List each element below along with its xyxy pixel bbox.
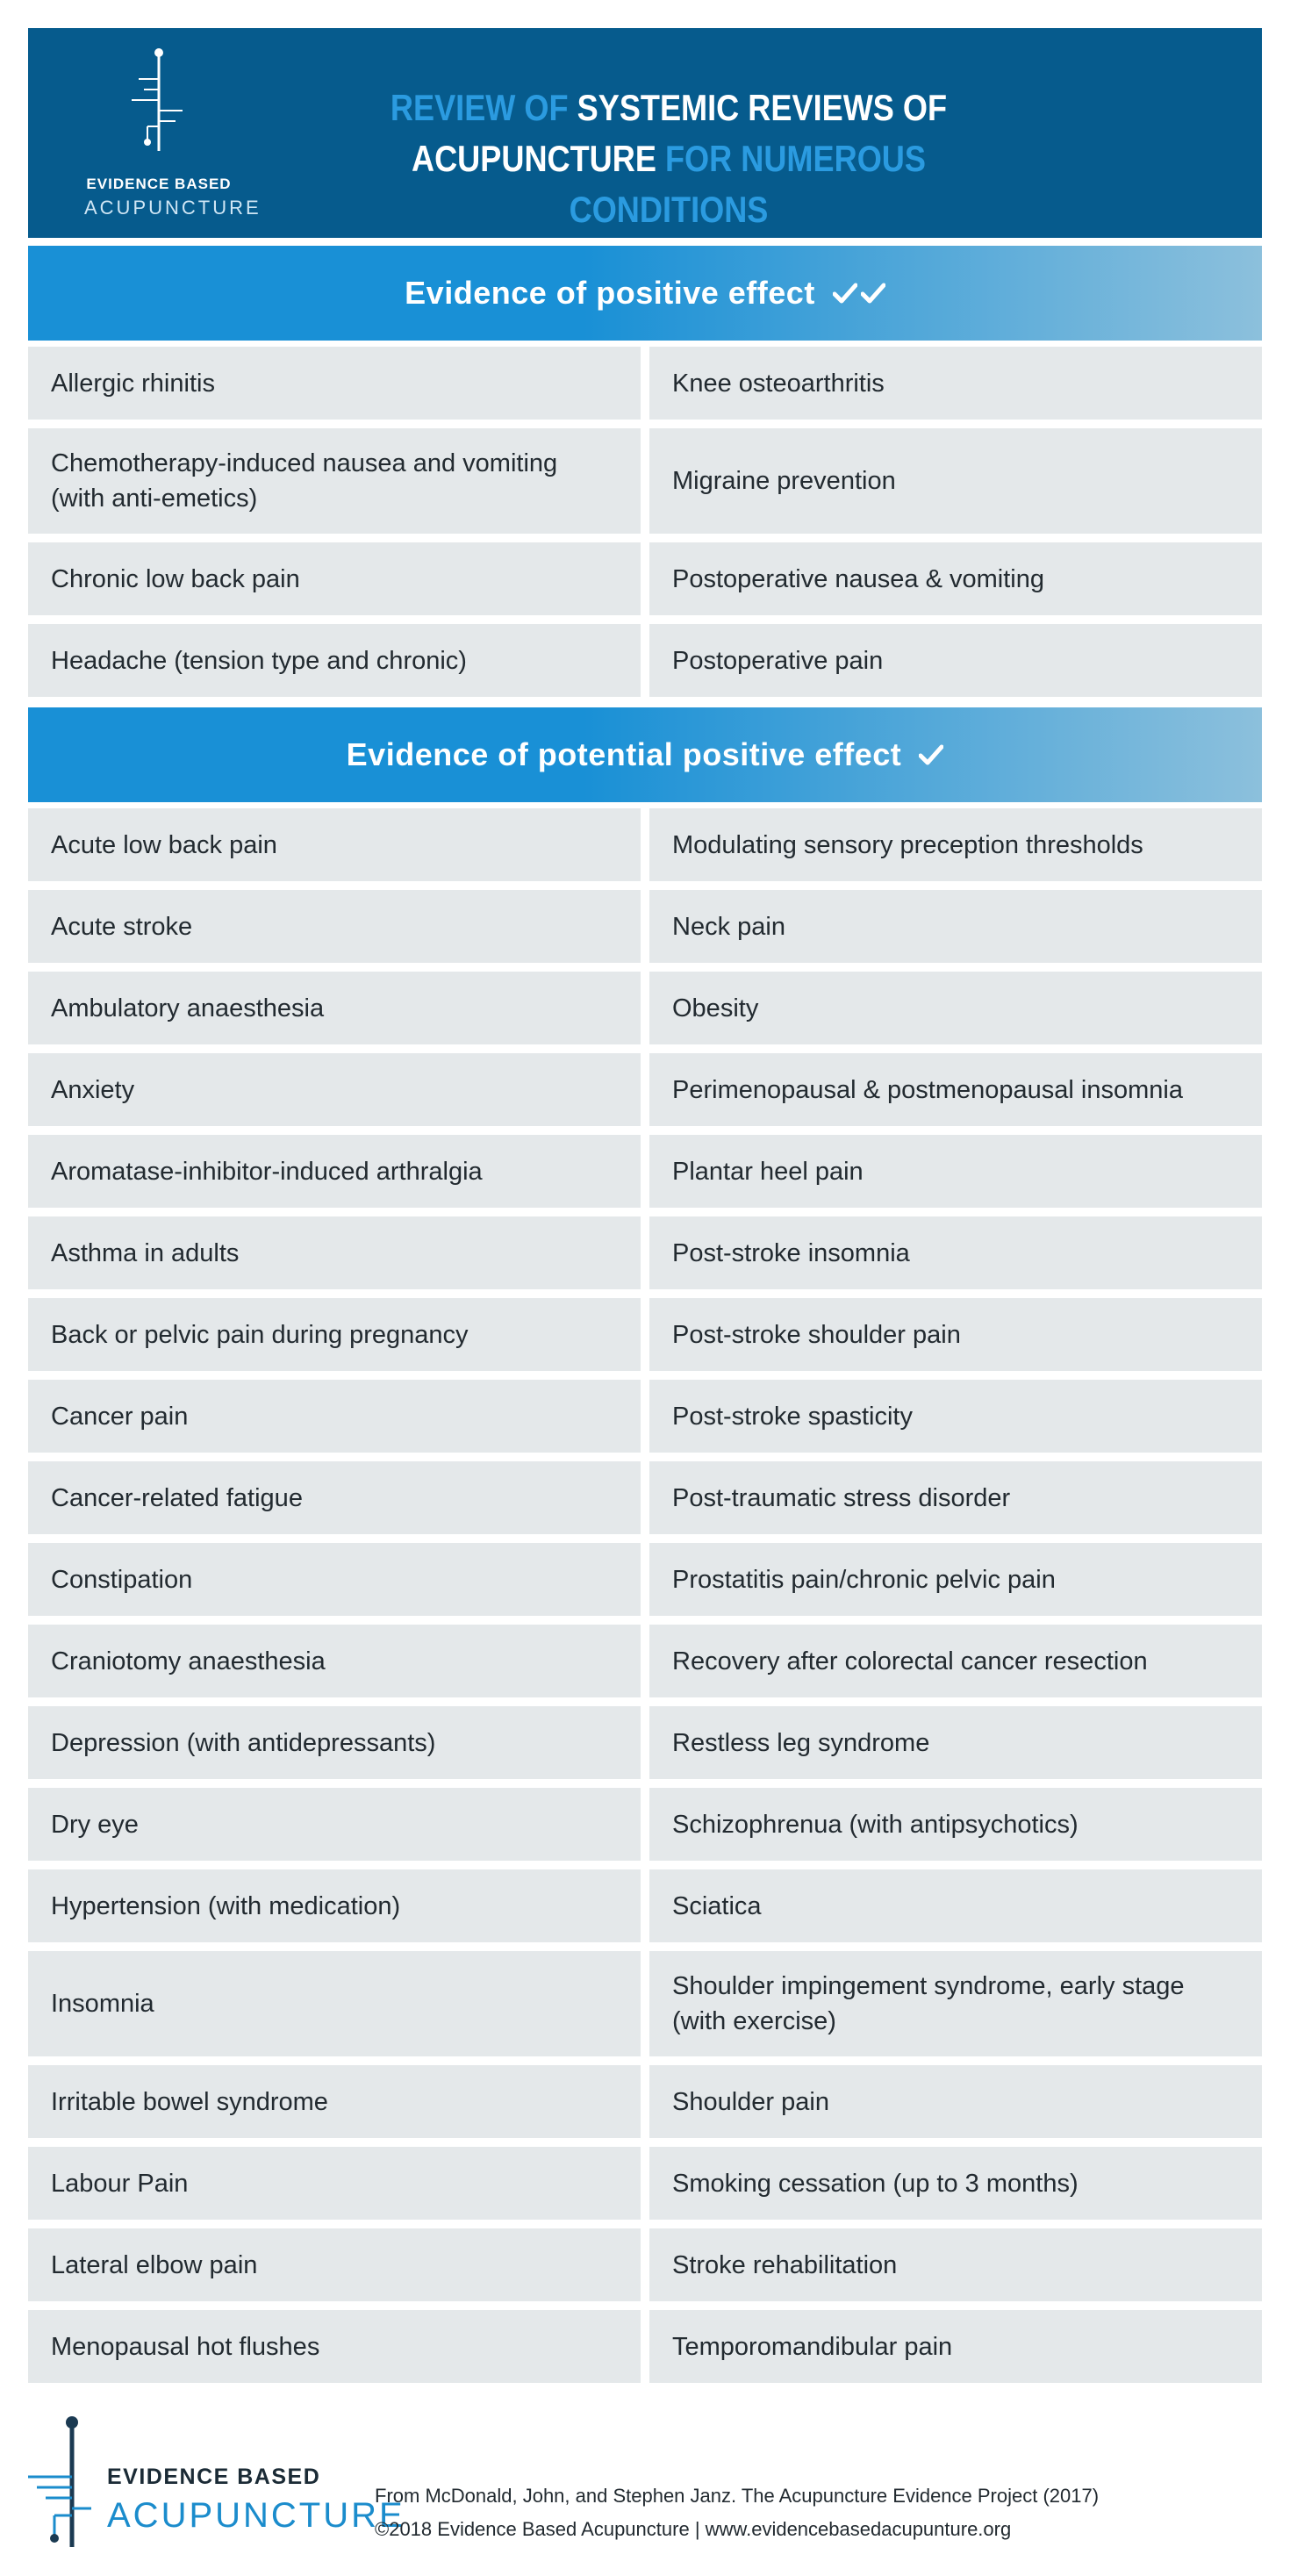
check-marks [919,744,943,765]
table-row [28,1706,1262,1779]
copyright: ©2018 Evidence Based Acupuncture [375,2518,690,2540]
citation: From McDonald, John, and Stephen Janz. The Acupuncture Evidence Project (2017) [375,2485,1100,2507]
section-title: Evidence of positive effect [405,275,815,311]
condition-cell: Acute low back pain [28,808,641,881]
condition-cell: Post-stroke shoulder pain [649,1298,1262,1371]
table-row [28,1216,1262,1289]
condition-cell: Cancer pain [28,1380,641,1453]
condition-cell: Aromatase-inhibitor-induced arthralgia [28,1135,641,1208]
logo-text-bottom: ACUPUNCTURE [84,197,262,219]
condition-cell: Chemotherapy-induced nausea and vomiting (with anti-emetics) [28,428,641,534]
condition-cell: Allergic rhinitis [28,347,641,420]
condition-cell: Chronic low back pain [28,542,641,615]
condition-cell: Stroke rehabilitation [649,2228,1262,2301]
condition-cell: Knee osteoarthritis [649,347,1262,420]
table-row [28,1135,1262,1208]
table-row [28,1053,1262,1126]
condition-cell: Sciatica [649,1869,1262,1942]
title-part-2: SYSTEMIC REVIEWS OF [577,87,948,128]
website-link[interactable]: www.evidencebasedacupunture.org [705,2518,1012,2540]
condition-cell: Shoulder impingement syndrome, early stage (with exercise) [649,1951,1262,2056]
condition-cell: Irritable bowel syndrome [28,2065,641,2138]
section-header [28,707,1262,802]
condition-cell: Depression (with antidepressants) [28,1706,641,1779]
condition-cell: Neck pain [649,890,1262,963]
condition-cell: Migraine prevention [649,428,1262,534]
table-row [28,890,1262,963]
table-row [28,1298,1262,1371]
title-part-4: FOR NUMEROUS CONDITIONS [569,138,926,230]
table-row [28,972,1262,1044]
condition-cell: Insomnia [28,1951,641,2056]
separator: | [694,2518,700,2540]
condition-cell: Dry eye [28,1788,641,1861]
table-row [28,1543,1262,1616]
footer-logo-text-bottom: ACUPUNCTURE [107,2496,405,2535]
condition-cell: Constipation [28,1543,641,1616]
condition-cell: Perimenopausal & postmenopausal insomnia [649,1053,1262,1126]
table-row [28,1869,1262,1942]
condition-cell: Headache (tension type and chronic) [28,624,641,697]
condition-cell: Smoking cessation (up to 3 months) [649,2147,1262,2220]
table-row [28,2065,1262,2138]
condition-cell: Ambulatory anaesthesia [28,972,641,1044]
condition-cell: Menopausal hot flushes [28,2310,641,2383]
condition-cell: Hypertension (with medication) [28,1869,641,1942]
copyright-line [375,2513,1099,2546]
condition-cell: Shoulder pain [649,2065,1262,2138]
page-title [344,83,993,235]
section-title: Evidence of potential positive effect [346,736,902,772]
check-marks [833,283,885,304]
condition-cell: Postoperative nausea & vomiting [649,542,1262,615]
table-row [28,2147,1262,2220]
footer-logo-text-top: EVIDENCE BASED [107,2465,321,2489]
table-row [28,1788,1262,1861]
condition-cell: Lateral elbow pain [28,2228,641,2301]
condition-cell: Acute stroke [28,890,641,963]
section-header [28,246,1262,341]
table-row [28,1625,1262,1697]
condition-cell: Recovery after colorectal cancer resection [649,1625,1262,1697]
header-logo [84,47,262,219]
logo-text-top: EVIDENCE BASED [86,176,232,192]
header-banner [28,28,1262,238]
title-part-3: ACUPUNCTURE [412,138,656,179]
condition-cell: Plantar heel pain [649,1135,1262,1208]
condition-cell: Back or pelvic pain during pregnancy [28,1298,641,1371]
check-icon [861,283,885,304]
table-row [28,808,1262,881]
condition-cell: Asthma in adults [28,1216,641,1289]
table-row [28,1380,1262,1453]
condition-cell: Post-stroke spasticity [649,1380,1262,1453]
table-row [28,428,1262,534]
check-icon [833,283,857,304]
condition-cell: Restless leg syndrome [649,1706,1262,1779]
condition-cell: Obesity [649,972,1262,1044]
table-row [28,1951,1262,2056]
condition-cell: Anxiety [28,1053,641,1126]
condition-cell: Prostatitis pain/chronic pelvic pain [649,1543,1262,1616]
table-row [28,2228,1262,2301]
table-row [28,1461,1262,1534]
acupuncture-needle-icon [128,47,190,161]
table-row [28,2310,1262,2383]
condition-cell: Cancer-related fatigue [28,1461,641,1534]
condition-cell: Postoperative pain [649,624,1262,697]
condition-cell: Post-traumatic stress disorder [649,1461,1262,1534]
check-icon [919,744,943,765]
condition-cell: Modulating sensory preception thresholds [649,808,1262,881]
footer-logo [28,2415,405,2556]
condition-cell: Craniotomy anaesthesia [28,1625,641,1697]
table-row [28,624,1262,697]
condition-cell: Labour Pain [28,2147,641,2220]
table-row [28,347,1262,420]
title-part-1: REVIEW OF [390,87,569,128]
table-row [28,542,1262,615]
condition-cell: Post-stroke insomnia [649,1216,1262,1289]
condition-cell: Temporomandibular pain [649,2310,1262,2383]
condition-cell: Schizophrenua (with antipsychotics) [649,1788,1262,1861]
credits [375,2479,1099,2546]
acupuncture-needle-icon [28,2415,98,2556]
